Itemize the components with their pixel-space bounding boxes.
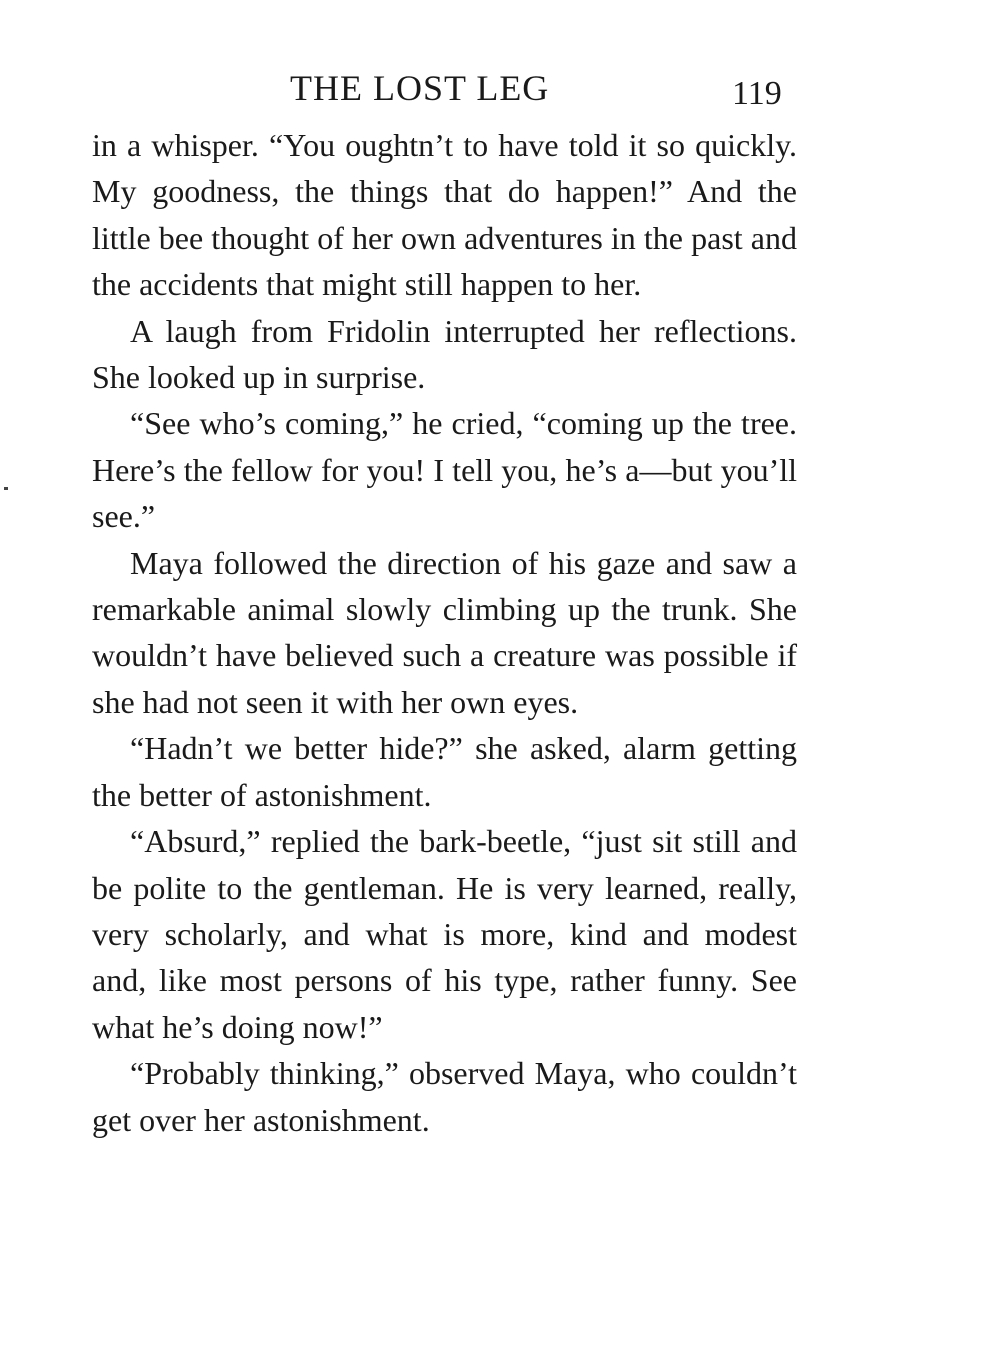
body-text xyxy=(92,122,797,1143)
paragraph: Maya followed the direction of his gaze and saw a remarkable animal slowly climbing up the trunk. She wouldn’t have believed such a creature was possible if she had not seen it with her own eyes. xyxy=(92,544,797,720)
paragraph: “Probably thinking,” observed Maya, who couldn’t get over her astonishment. xyxy=(92,1055,797,1138)
paragraph: in a whisper. “You oughtn’t to have told it so quickly. My goodness, the things that do happen!” And the little bee thought of her own adventures in the past and the accidents that might still happen to her. xyxy=(92,127,797,303)
running-title: THE LOST LEG xyxy=(290,68,550,108)
page-number: 119 xyxy=(732,75,782,112)
paragraph: “See who’s coming,” he cried, “coming up the tree. Here’s the fellow for you! I tell you, he’s a—but you’ll see.” xyxy=(92,405,797,535)
paragraph: A laugh from Fridolin interrupted her reflections. She looked up in surprise. xyxy=(92,312,797,396)
paragraph: “Absurd,” replied the bark-beetle, “just sit still and be polite to the gentleman. He is very learned, really, very scholarly, and what is more, kind and modest and, like most persons of his type, rather funny. See what he’s doing now!” xyxy=(92,823,797,1045)
margin-speck xyxy=(4,487,8,490)
paragraph: “Hadn’t we better hide?” she asked, alarm getting the better of astonishment. xyxy=(92,730,797,813)
running-head xyxy=(0,66,1000,110)
